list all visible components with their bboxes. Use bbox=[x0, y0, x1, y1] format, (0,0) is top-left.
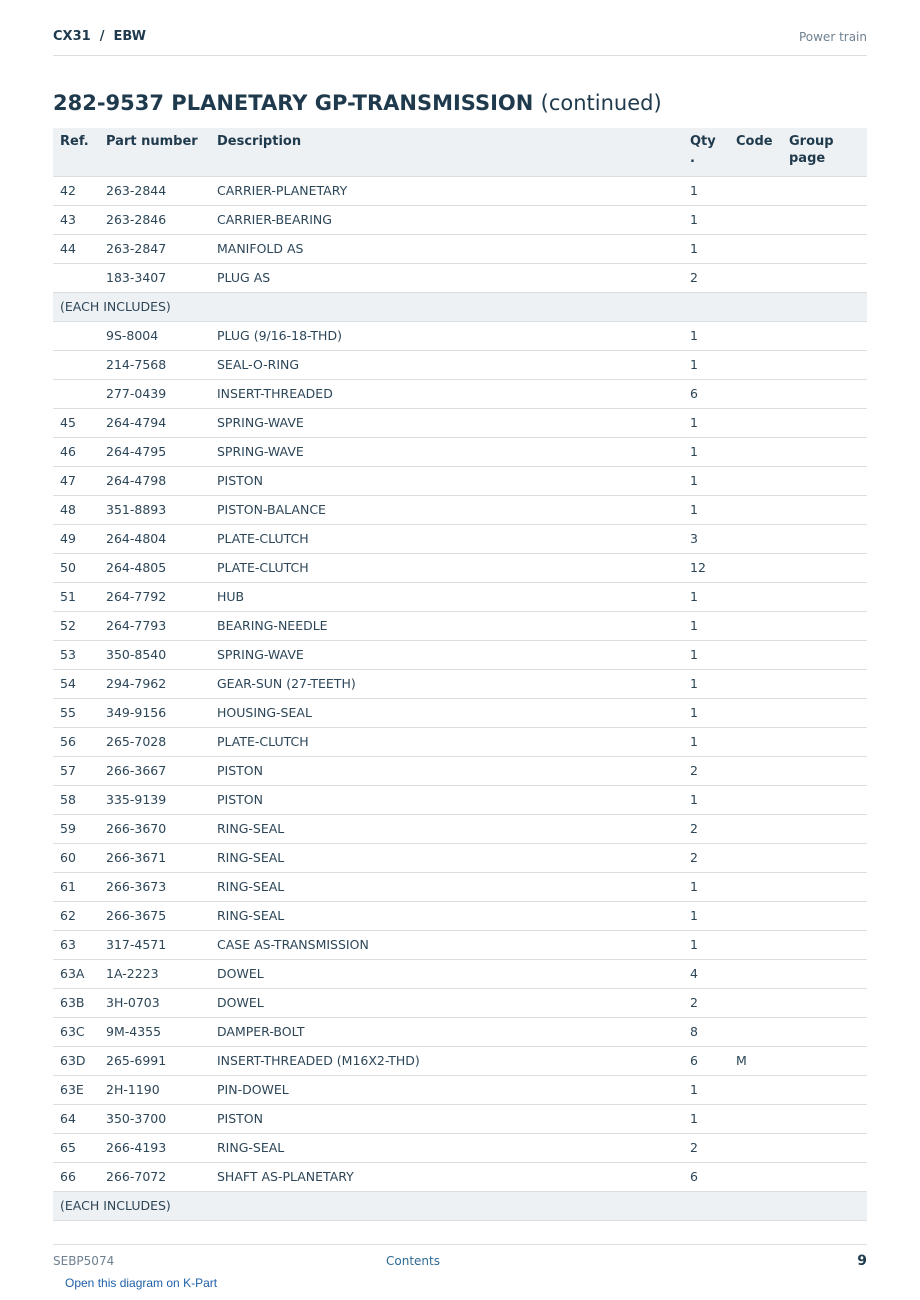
description-cell: SPRING-WAVE bbox=[210, 408, 683, 437]
description-cell: PISTON-BALANCE bbox=[210, 495, 683, 524]
table-row bbox=[53, 205, 867, 234]
ref-cell: 64 bbox=[53, 1104, 99, 1133]
ref-cell: 47 bbox=[53, 466, 99, 495]
code-cell bbox=[729, 843, 782, 872]
group-page-cell bbox=[782, 988, 867, 1017]
model-breadcrumb: CX31 / EBW bbox=[53, 29, 146, 44]
part-number-cell: 264-4798 bbox=[99, 466, 210, 495]
group-page-cell bbox=[782, 176, 867, 205]
col-code: Code bbox=[729, 128, 782, 176]
ref-cell: 60 bbox=[53, 843, 99, 872]
part-number-cell: 264-4805 bbox=[99, 553, 210, 582]
code-cell bbox=[729, 1162, 782, 1191]
col-qty bbox=[683, 128, 729, 176]
code-cell bbox=[729, 1075, 782, 1104]
code-cell bbox=[729, 872, 782, 901]
description-cell: PLUG AS bbox=[210, 263, 683, 292]
includes-note: (EACH INCLUDES) bbox=[53, 1191, 867, 1220]
part-number-cell: 264-7792 bbox=[99, 582, 210, 611]
table-row bbox=[53, 350, 867, 379]
qty-cell: 2 bbox=[683, 1133, 729, 1162]
code-cell bbox=[729, 466, 782, 495]
qty-cell: 1 bbox=[683, 408, 729, 437]
group-page-cell bbox=[782, 1104, 867, 1133]
table-row bbox=[53, 1017, 867, 1046]
part-number-cell: 266-4193 bbox=[99, 1133, 210, 1162]
qty-cell: 6 bbox=[683, 379, 729, 408]
table-row bbox=[53, 408, 867, 437]
code-cell bbox=[729, 350, 782, 379]
group-page-cell bbox=[782, 1162, 867, 1191]
description-cell: CARRIER-PLANETARY bbox=[210, 176, 683, 205]
code-cell bbox=[729, 205, 782, 234]
qty-cell: 1 bbox=[683, 640, 729, 669]
ref-cell: 44 bbox=[53, 234, 99, 263]
description-cell: SHAFT AS-PLANETARY bbox=[210, 1162, 683, 1191]
group-page-cell bbox=[782, 930, 867, 959]
ref-cell: 63E bbox=[53, 1075, 99, 1104]
qty-cell: 2 bbox=[683, 756, 729, 785]
ref-cell bbox=[53, 321, 99, 350]
qty-cell: 6 bbox=[683, 1162, 729, 1191]
group-page-cell bbox=[782, 379, 867, 408]
ref-cell: 65 bbox=[53, 1133, 99, 1162]
description-cell: INSERT-THREADED (M16X2-THD) bbox=[210, 1046, 683, 1075]
table-row bbox=[53, 582, 867, 611]
page-footer bbox=[53, 1244, 867, 1275]
description-cell: DAMPER-BOLT bbox=[210, 1017, 683, 1046]
table-row bbox=[53, 524, 867, 553]
part-number-cell: 3H-0703 bbox=[99, 988, 210, 1017]
part-number-cell: 263-2847 bbox=[99, 234, 210, 263]
description-cell: PLUG (9/16-18-THD) bbox=[210, 321, 683, 350]
code-cell bbox=[729, 321, 782, 350]
table-row bbox=[53, 930, 867, 959]
open-kpart-link[interactable]: Open this diagram on K-Part bbox=[65, 1276, 218, 1290]
part-number-cell: 9M-4355 bbox=[99, 1017, 210, 1046]
group-page-cell bbox=[782, 495, 867, 524]
qty-cell: 1 bbox=[683, 669, 729, 698]
code-cell bbox=[729, 1017, 782, 1046]
description-cell: BEARING-NEEDLE bbox=[210, 611, 683, 640]
group-page-cell bbox=[782, 1075, 867, 1104]
group-page-cell bbox=[782, 1133, 867, 1162]
group-page-cell bbox=[782, 843, 867, 872]
group-page-cell bbox=[782, 901, 867, 930]
part-number-cell: 349-9156 bbox=[99, 698, 210, 727]
qty-cell: 1 bbox=[683, 205, 729, 234]
table-row bbox=[53, 727, 867, 756]
code-cell bbox=[729, 814, 782, 843]
code-cell bbox=[729, 930, 782, 959]
part-number-cell: 1A-2223 bbox=[99, 959, 210, 988]
code-cell bbox=[729, 698, 782, 727]
qty-cell: 2 bbox=[683, 988, 729, 1017]
code-cell bbox=[729, 1104, 782, 1133]
group-page-cell bbox=[782, 466, 867, 495]
description-cell: DOWEL bbox=[210, 959, 683, 988]
part-number-cell: 263-2844 bbox=[99, 176, 210, 205]
table-row bbox=[53, 611, 867, 640]
description-cell: HUB bbox=[210, 582, 683, 611]
ref-cell: 66 bbox=[53, 1162, 99, 1191]
table-row bbox=[53, 756, 867, 785]
table-row bbox=[53, 814, 867, 843]
ref-cell: 63C bbox=[53, 1017, 99, 1046]
ref-cell: 61 bbox=[53, 872, 99, 901]
group-page-cell bbox=[782, 408, 867, 437]
ref-cell bbox=[53, 379, 99, 408]
ref-cell: 46 bbox=[53, 437, 99, 466]
group-page-cell bbox=[782, 669, 867, 698]
group-page-cell bbox=[782, 756, 867, 785]
code-cell: M bbox=[729, 1046, 782, 1075]
col-description: Description bbox=[210, 128, 683, 176]
qty-cell: 4 bbox=[683, 959, 729, 988]
qty-cell: 12 bbox=[683, 553, 729, 582]
qty-cell: 3 bbox=[683, 524, 729, 553]
code-cell bbox=[729, 1133, 782, 1162]
part-number-cell: 351-8893 bbox=[99, 495, 210, 524]
code-cell bbox=[729, 756, 782, 785]
ref-cell: 63B bbox=[53, 988, 99, 1017]
part-number-cell: 263-2846 bbox=[99, 205, 210, 234]
qty-cell: 1 bbox=[683, 785, 729, 814]
includes-note-row bbox=[53, 1191, 867, 1220]
table-row bbox=[53, 553, 867, 582]
ref-cell: 45 bbox=[53, 408, 99, 437]
page-number: 9 bbox=[857, 1253, 867, 1269]
code-cell bbox=[729, 901, 782, 930]
table-row bbox=[53, 321, 867, 350]
table-row bbox=[53, 263, 867, 292]
group-page-cell bbox=[782, 727, 867, 756]
ref-cell: 48 bbox=[53, 495, 99, 524]
qty-cell: 6 bbox=[683, 1046, 729, 1075]
code-cell bbox=[729, 785, 782, 814]
description-cell: RING-SEAL bbox=[210, 814, 683, 843]
code-cell bbox=[729, 988, 782, 1017]
col-group-page bbox=[782, 128, 867, 176]
table-row bbox=[53, 176, 867, 205]
table-row bbox=[53, 437, 867, 466]
ref-cell: 62 bbox=[53, 901, 99, 930]
qty-cell: 1 bbox=[683, 234, 729, 263]
code-cell bbox=[729, 640, 782, 669]
description-cell: PLATE-CLUTCH bbox=[210, 553, 683, 582]
col-group-page-label: Group page bbox=[789, 134, 834, 166]
part-number-cell: 294-7962 bbox=[99, 669, 210, 698]
ref-cell: 56 bbox=[53, 727, 99, 756]
qty-cell: 1 bbox=[683, 176, 729, 205]
code-cell bbox=[729, 495, 782, 524]
ref-cell bbox=[53, 263, 99, 292]
part-number-cell: 264-4795 bbox=[99, 437, 210, 466]
table-row bbox=[53, 379, 867, 408]
table-row bbox=[53, 901, 867, 930]
qty-cell: 1 bbox=[683, 582, 729, 611]
description-cell: RING-SEAL bbox=[210, 901, 683, 930]
part-number-cell: 9S-8004 bbox=[99, 321, 210, 350]
description-cell: DOWEL bbox=[210, 988, 683, 1017]
qty-cell: 2 bbox=[683, 263, 729, 292]
qty-cell: 1 bbox=[683, 698, 729, 727]
parts-table-body bbox=[53, 176, 867, 1220]
description-cell: RING-SEAL bbox=[210, 1133, 683, 1162]
table-row bbox=[53, 872, 867, 901]
part-number-cell: 266-3670 bbox=[99, 814, 210, 843]
table-row bbox=[53, 959, 867, 988]
ref-cell: 63 bbox=[53, 930, 99, 959]
part-number-cell: 266-3673 bbox=[99, 872, 210, 901]
table-row bbox=[53, 234, 867, 263]
group-page-cell bbox=[782, 553, 867, 582]
document-code: SEBP5074 bbox=[53, 1254, 115, 1268]
qty-cell: 1 bbox=[683, 901, 729, 930]
code-cell bbox=[729, 524, 782, 553]
part-number-cell: 2H-1190 bbox=[99, 1075, 210, 1104]
qty-cell: 1 bbox=[683, 1104, 729, 1133]
table-header-row bbox=[53, 128, 867, 176]
table-row bbox=[53, 495, 867, 524]
description-cell: HOUSING-SEAL bbox=[210, 698, 683, 727]
includes-note-row bbox=[53, 292, 867, 321]
description-cell: PIN-DOWEL bbox=[210, 1075, 683, 1104]
table-row bbox=[53, 1133, 867, 1162]
part-number-cell: 350-3700 bbox=[99, 1104, 210, 1133]
code-cell bbox=[729, 379, 782, 408]
qty-cell: 1 bbox=[683, 350, 729, 379]
group-page-cell bbox=[782, 698, 867, 727]
group-page-cell bbox=[782, 205, 867, 234]
table-row bbox=[53, 1075, 867, 1104]
ref-cell: 59 bbox=[53, 814, 99, 843]
ref-cell: 58 bbox=[53, 785, 99, 814]
code-cell bbox=[729, 234, 782, 263]
description-cell: PISTON bbox=[210, 785, 683, 814]
ref-cell: 52 bbox=[53, 611, 99, 640]
qty-cell: 1 bbox=[683, 321, 729, 350]
code-cell bbox=[729, 582, 782, 611]
part-number-cell: 214-7568 bbox=[99, 350, 210, 379]
table-row bbox=[53, 1162, 867, 1191]
group-page-cell bbox=[782, 582, 867, 611]
page-header bbox=[53, 29, 867, 56]
qty-cell: 1 bbox=[683, 611, 729, 640]
description-cell: MANIFOLD AS bbox=[210, 234, 683, 263]
group-page-cell bbox=[782, 872, 867, 901]
table-row bbox=[53, 785, 867, 814]
group-page-cell bbox=[782, 321, 867, 350]
code-cell bbox=[729, 959, 782, 988]
page-title bbox=[53, 91, 662, 115]
group-page-cell bbox=[782, 437, 867, 466]
qty-cell: 1 bbox=[683, 1075, 729, 1104]
ref-cell: 55 bbox=[53, 698, 99, 727]
part-number-cell: 265-7028 bbox=[99, 727, 210, 756]
table-row bbox=[53, 669, 867, 698]
ref-cell: 42 bbox=[53, 176, 99, 205]
group-page-cell bbox=[782, 1046, 867, 1075]
ref-cell: 57 bbox=[53, 756, 99, 785]
ref-cell: 49 bbox=[53, 524, 99, 553]
group-page-cell bbox=[782, 611, 867, 640]
qty-cell: 1 bbox=[683, 930, 729, 959]
assembly-title: 282-9537 PLANETARY GP-TRANSMISSION bbox=[53, 91, 534, 115]
description-cell: RING-SEAL bbox=[210, 872, 683, 901]
includes-note: (EACH INCLUDES) bbox=[53, 292, 867, 321]
part-number-cell: 266-3671 bbox=[99, 843, 210, 872]
group-page-cell bbox=[782, 814, 867, 843]
code-cell bbox=[729, 727, 782, 756]
ref-cell: 51 bbox=[53, 582, 99, 611]
col-ref: Ref. bbox=[53, 128, 99, 176]
table-row bbox=[53, 1104, 867, 1133]
qty-cell: 8 bbox=[683, 1017, 729, 1046]
ref-cell bbox=[53, 350, 99, 379]
ref-cell: 54 bbox=[53, 669, 99, 698]
table-row bbox=[53, 698, 867, 727]
description-cell: SPRING-WAVE bbox=[210, 437, 683, 466]
part-number-cell: 266-7072 bbox=[99, 1162, 210, 1191]
description-cell: PLATE-CLUTCH bbox=[210, 727, 683, 756]
code-cell bbox=[729, 437, 782, 466]
description-cell: INSERT-THREADED bbox=[210, 379, 683, 408]
ref-cell: 63D bbox=[53, 1046, 99, 1075]
qty-cell: 1 bbox=[683, 466, 729, 495]
ref-cell: 50 bbox=[53, 553, 99, 582]
qty-cell: 1 bbox=[683, 437, 729, 466]
description-cell: CARRIER-BEARING bbox=[210, 205, 683, 234]
qty-cell: 2 bbox=[683, 814, 729, 843]
part-number-cell: 264-4804 bbox=[99, 524, 210, 553]
part-number-cell: 335-9139 bbox=[99, 785, 210, 814]
description-cell: PISTON bbox=[210, 1104, 683, 1133]
part-number-cell: 264-4794 bbox=[99, 408, 210, 437]
code-cell bbox=[729, 553, 782, 582]
part-number-cell: 264-7793 bbox=[99, 611, 210, 640]
group-page-cell bbox=[782, 640, 867, 669]
col-qty-label: Qty . bbox=[690, 134, 716, 166]
code-cell bbox=[729, 176, 782, 205]
group-page-cell bbox=[782, 959, 867, 988]
part-number-cell: 183-3407 bbox=[99, 263, 210, 292]
description-cell: SPRING-WAVE bbox=[210, 640, 683, 669]
description-cell: GEAR-SUN (27-TEETH) bbox=[210, 669, 683, 698]
description-cell: PISTON bbox=[210, 756, 683, 785]
table-row bbox=[53, 466, 867, 495]
description-cell: CASE AS-TRANSMISSION bbox=[210, 930, 683, 959]
qty-cell: 1 bbox=[683, 495, 729, 524]
description-cell: PISTON bbox=[210, 466, 683, 495]
parts-table bbox=[53, 128, 867, 1221]
qty-cell: 1 bbox=[683, 872, 729, 901]
qty-cell: 2 bbox=[683, 843, 729, 872]
table-row bbox=[53, 1046, 867, 1075]
group-page-cell bbox=[782, 350, 867, 379]
part-number-cell: 350-8540 bbox=[99, 640, 210, 669]
part-number-cell: 266-3667 bbox=[99, 756, 210, 785]
part-number-cell: 277-0439 bbox=[99, 379, 210, 408]
description-cell: PLATE-CLUTCH bbox=[210, 524, 683, 553]
code-cell bbox=[729, 408, 782, 437]
contents-link[interactable]: Contents bbox=[386, 1254, 440, 1268]
code-cell bbox=[729, 611, 782, 640]
col-part-number: Part number bbox=[99, 128, 210, 176]
group-page-cell bbox=[782, 263, 867, 292]
description-cell: SEAL-O-RING bbox=[210, 350, 683, 379]
group-page-cell bbox=[782, 524, 867, 553]
group-page-cell bbox=[782, 785, 867, 814]
group-page-cell bbox=[782, 234, 867, 263]
table-row bbox=[53, 640, 867, 669]
group-page-cell bbox=[782, 1017, 867, 1046]
part-number-cell: 317-4571 bbox=[99, 930, 210, 959]
continued-label: (continued) bbox=[540, 91, 662, 115]
table-row bbox=[53, 843, 867, 872]
ref-cell: 43 bbox=[53, 205, 99, 234]
table-row bbox=[53, 988, 867, 1017]
code-cell bbox=[729, 263, 782, 292]
qty-cell: 1 bbox=[683, 727, 729, 756]
description-cell: RING-SEAL bbox=[210, 843, 683, 872]
ref-cell: 53 bbox=[53, 640, 99, 669]
part-number-cell: 266-3675 bbox=[99, 901, 210, 930]
part-number-cell: 265-6991 bbox=[99, 1046, 210, 1075]
ref-cell: 63A bbox=[53, 959, 99, 988]
section-name: Power train bbox=[798, 30, 867, 44]
code-cell bbox=[729, 669, 782, 698]
